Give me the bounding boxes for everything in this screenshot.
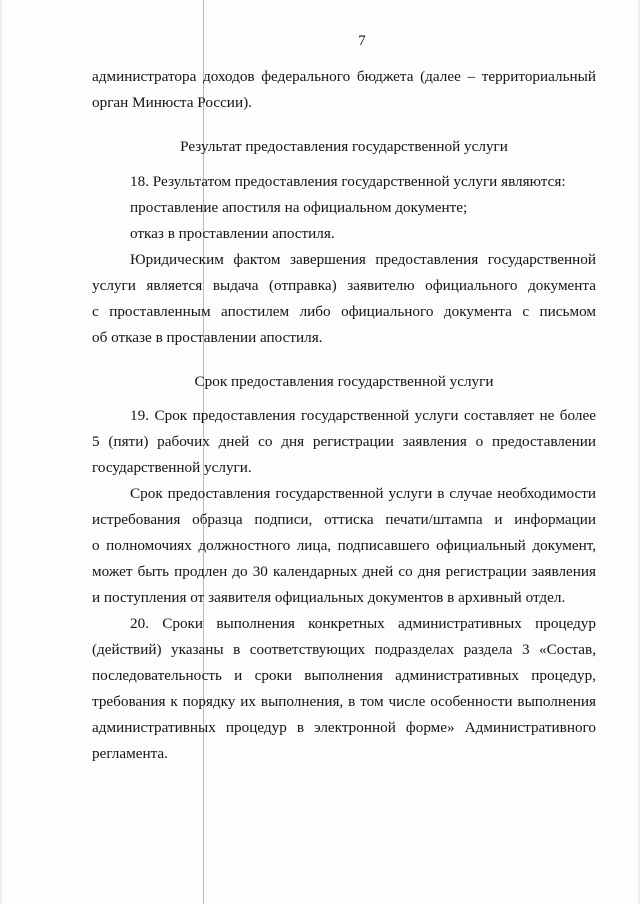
ext-line-1: Срок предоставления государственной услуги в случае необходимости (130, 485, 596, 502)
intro-line-2: орган Минюста России). (92, 94, 252, 111)
scan-fold-line (203, 0, 204, 904)
p20-line-5: административных процедур в электронной форме» Административного (92, 719, 596, 736)
p20-line-3: последовательность и сроки выполнения административных процедур, (92, 667, 596, 684)
page-number: 7 (358, 33, 366, 49)
ext-line-3: о полномочиях должностного лица, подписавшего официальный документ, (92, 537, 596, 554)
legal-line-1: Юридическим фактом завершения предоставления государственной (130, 251, 596, 268)
p18-line-2: проставление апостиля на официальном документе; (130, 199, 468, 216)
section-heading-term: Срок предоставления государственной услуги (194, 373, 494, 390)
p20-line-2: (действий) указаны в соответствующих подразделах раздела 3 «Состав, (92, 641, 596, 658)
intro-line-1: администратора доходов федерального бюджета (далее – территориальный (92, 68, 596, 85)
p18-line-1: 18. Результатом предоставления государственной услуги являются: (130, 173, 566, 190)
legal-line-4: об отказе в проставлении апостиля. (92, 329, 323, 346)
page-edge-left (0, 0, 3, 904)
p20-line-4: требования к порядку их выполнения, в том числе особенности выполнения (92, 693, 596, 710)
p19-line-2: 5 (пяти) рабочих дней со дня регистрации заявления о предоставлении (92, 433, 596, 450)
ext-line-4: может быть продлен до 30 календарных дней со дня регистрации заявления (92, 563, 596, 580)
p18-line-3: отказ в проставлении апостиля. (130, 225, 335, 242)
p19-line-3: государственной услуги. (92, 459, 252, 476)
ext-line-2: истребования образца подписи, оттиска печати/штампа и информации (92, 511, 596, 528)
p19-line-1: 19. Срок предоставления государственной услуги составляет не более (130, 407, 596, 424)
section-heading-result: Результат предоставления государственной услуги (180, 138, 508, 155)
p20-line-1: 20. Сроки выполнения конкретных административных процедур (130, 615, 596, 632)
legal-line-2: услуги является выдача (отправка) заявителю официального документа (92, 277, 596, 294)
p20-line-6: регламента. (92, 745, 168, 762)
ext-line-5: и поступления от заявителя официальных документов в архивный отдел. (92, 589, 566, 606)
legal-line-3: с проставленным апостилем либо официального документа с письмом (92, 303, 596, 320)
